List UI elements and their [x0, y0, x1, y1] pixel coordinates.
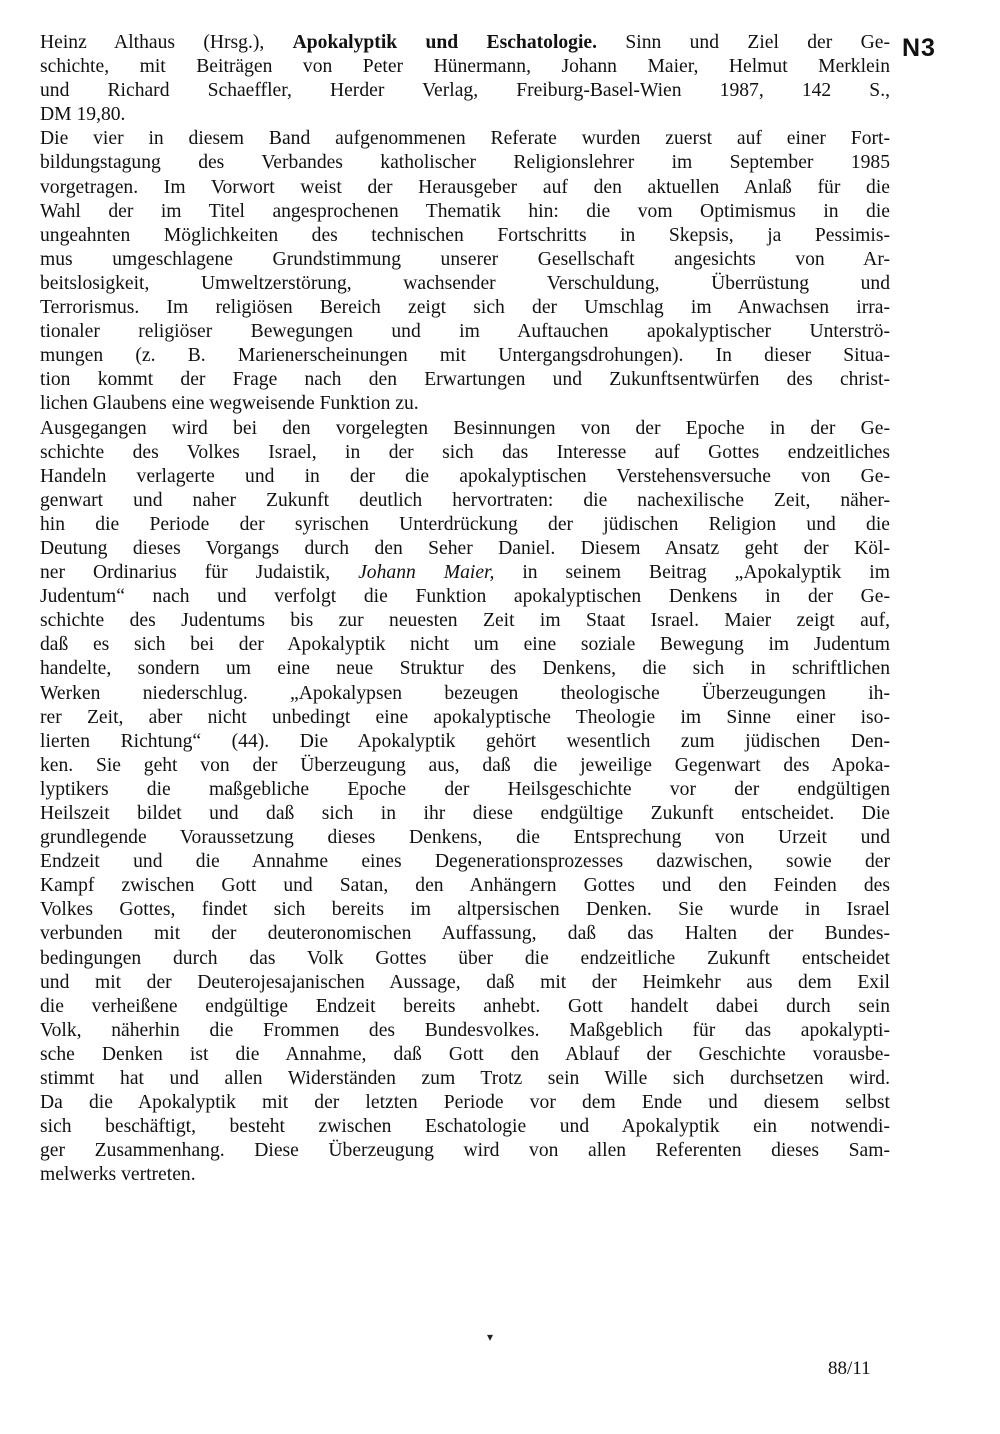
text-line: sich beschäftigt, besteht zwischen Eschatologie und Apokalyptik ein notwendi- — [40, 1116, 890, 1138]
text-line: beitslosigkeit, Umweltzerstörung, wachsender Verschuldung, Überrüstung und — [40, 272, 890, 294]
document-code: N3 — [902, 34, 936, 62]
text-line: Die vier in diesem Band aufgenommenen Referate wurden zuerst auf einer Fort- — [40, 128, 890, 150]
text-line: sche Denken ist die Annahme, daß Gott den Ablauf der Geschichte vorausbe- — [40, 1043, 890, 1065]
text-line: vorgetragen. Im Vorwort weist der Herausgeber auf den aktuellen Anlaß für die — [40, 176, 890, 198]
text-line: bildungstagung des Verbandes katholischer Religionslehrer im September 1985 — [40, 152, 890, 174]
author: Heinz Althaus (Hrsg.), — [40, 32, 265, 53]
text-line: ger Zusammenhang. Diese Überzeugung wird von allen Referenten dieses Sam- — [40, 1140, 890, 1162]
stray-mark: ▾ — [487, 1330, 494, 1344]
citation-line: schichte, mit Beiträgen von Peter Hünermann, Johann Maier, Helmut Merklein — [40, 56, 890, 78]
text-line: hin die Periode der syrischen Unterdrückung der jüdischen Religion und die — [40, 513, 890, 535]
text-line: Volkes Gottes, findet sich bereits im altpersischen Denken. Sie wurde in Israel — [40, 899, 890, 921]
text-line: lyptikers die maßgebliche Epoche der Heilsgeschichte vor der endgültigen — [40, 778, 890, 800]
author-name-italic: Johann Maier, — [358, 562, 495, 584]
text-line: Wahl der im Titel angesprochenen Thematik hin: die vom Optimismus in die — [40, 200, 890, 222]
text-line: ken. Sie geht von der Überzeugung aus, daß die jeweilige Gegenwart des Apoka- — [40, 754, 890, 776]
text-line: tionaler religiöser Bewegungen und im Auftauchen apokalyptischer Unterströ- — [40, 321, 890, 343]
page-number: 88/11 — [828, 1358, 871, 1379]
text-line: schichte des Volkes Israel, in der sich das Interesse auf Gottes endzeitliches — [40, 441, 890, 463]
text-line: genwart und naher Zukunft deutlich hervortraten: die nachexilische Zeit, näher- — [40, 489, 890, 511]
text-line: die verheißene endgültige Endzeit bereits anhebt. Gott handelt dabei durch sein — [40, 995, 890, 1017]
text-line: rer Zeit, aber nicht unbedingt eine apokalyptische Theologie im Sinne einer iso- — [40, 706, 890, 728]
citation-line-1 — [40, 31, 890, 55]
text-line: Volk, näherhin die Frommen des Bundesvolkes. Maßgeblich für das apokalypti- — [40, 1019, 890, 1041]
text-line: stimmt hat und allen Widerständen zum Trotz sein Wille sich durchsetzen wird. — [40, 1068, 890, 1090]
text-line: handelte, sondern um eine neue Struktur des Denkens, die sich in schriftlichen — [40, 658, 890, 680]
text-line: grundlegende Voraussetzung dieses Denkens, die Entsprechung von Urzeit und — [40, 827, 890, 849]
text-line: lichen Glaubens eine wegweisende Funktion zu. — [40, 393, 419, 415]
text-line: und mit der Deuterojesajanischen Aussage, daß mit der Heimkehr aus dem Exil — [40, 971, 890, 993]
citation-rest: Sinn und Ziel der Ge- — [625, 32, 890, 53]
text-line: daß es sich bei der Apokalyptik nicht um eine soziale Bewegung im Judentum — [40, 634, 890, 656]
text-line: verbunden mit der deuteronomischen Auffassung, daß das Halten der Bundes- — [40, 923, 890, 945]
book-title: Apokalyptik und Eschatologie. — [292, 32, 598, 53]
citation-line: und Richard Schaeffler, Herder Verlag, Freiburg-Basel-Wien 1987, 142 S., — [40, 80, 890, 102]
text-line-with-name — [40, 561, 890, 585]
text-line: Heilszeit bildet und daß sich in ihr diese endgültige Zukunft entscheidet. Die — [40, 803, 890, 824]
text-line: lierten Richtung“ (44). Die Apokalyptik gehört wesentlich zum jüdischen Den- — [40, 730, 890, 752]
text-line: tion kommt der Frage nach den Erwartungen und Zukunftsentwürfen des christ- — [40, 369, 890, 391]
text-line: Kampf zwischen Gott und Satan, den Anhängern Gottes und den Feinden des — [40, 875, 890, 897]
text-line: bedingungen durch das Volk Gottes über die endzeitliche Zukunft entscheidet — [40, 947, 890, 969]
text-line: Werken niederschlug. „Apokalypsen bezeugen theologische Überzeugungen ih- — [40, 682, 890, 704]
text-line: Endzeit und die Annahme eines Degenerationsprozesses dazwischen, sowie der — [40, 851, 890, 873]
text-line: Ausgegangen wird bei den vorgelegten Besinnungen von der Epoche in der Ge- — [40, 417, 890, 439]
review-text — [40, 31, 890, 1188]
text-line: Terrorismus. Im religiösen Bereich zeigt sich der Umschlag im Anwachsen irra- — [40, 297, 890, 319]
text-line: Da die Apokalyptik mit der letzten Periode vor dem Ende und diesem selbst — [40, 1092, 890, 1114]
citation-line: DM 19,80. — [40, 104, 126, 126]
text-line: ungeahnten Möglichkeiten des technischen Fortschritts in Skepsis, ja Pessimis- — [40, 224, 890, 246]
text-line: Deutung dieses Vorgangs durch den Seher Daniel. Diesem Ansatz geht der Köl- — [40, 537, 890, 559]
text-segment: ner Ordinarius für Judaistik, — [40, 562, 331, 584]
text-segment: in seinem Beitrag „Apokalyptik im — [522, 562, 890, 584]
text-line: Judentum“ nach und verfolgt die Funktion apokalyptischen Denkens in der Ge- — [40, 586, 890, 608]
text-line: Handeln verlagerte und in der die apokalyptischen Verstehensversuche von Ge- — [40, 465, 890, 487]
text-line: mungen (z. B. Marienerscheinungen mit Untergangsdrohungen). In dieser Situa- — [40, 345, 890, 367]
text-line: melwerks vertreten. — [40, 1164, 196, 1186]
text-line: schichte des Judentums bis zur neuesten Zeit im Staat Israel. Maier zeigt auf, — [40, 610, 890, 632]
text-line: mus umgeschlagene Grundstimmung unserer Gesellschaft angesichts von Ar- — [40, 248, 890, 270]
